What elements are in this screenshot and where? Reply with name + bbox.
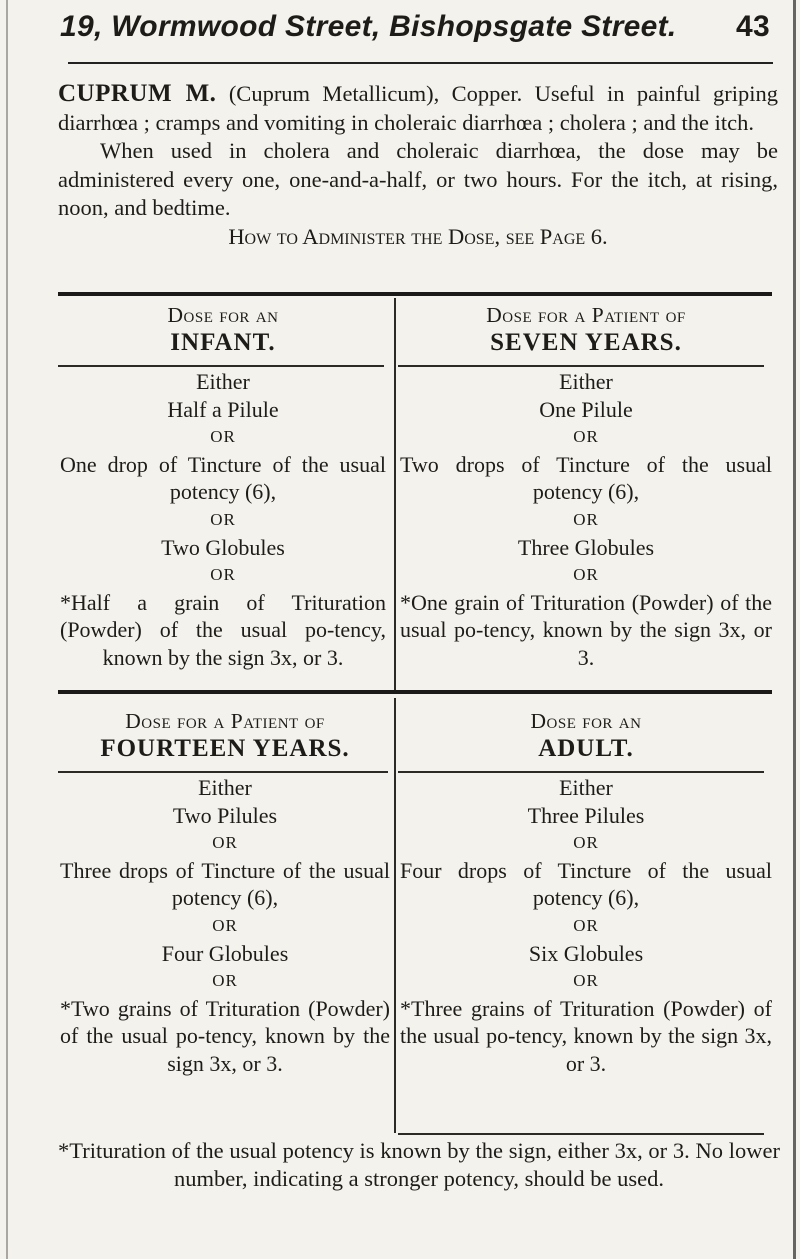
header-rule (68, 62, 773, 64)
how-to-administer: How to Administer the Dose, see Page 6. (228, 223, 608, 249)
dose-option: Four Globules (161, 940, 289, 966)
dose-option: Half a Pilule (167, 396, 279, 422)
dose-or: OR (210, 509, 236, 529)
remedy-full-name: (Cuprum Metallicum), Copper. (228, 81, 523, 106)
dose-option: Two Globules (161, 534, 285, 560)
dose-option: One drop of Tincture of the usual potency (6), (60, 451, 386, 505)
dose-cell-seven-years (400, 303, 772, 672)
page-gutter-line (6, 0, 8, 1259)
dose-either: Either (196, 369, 250, 394)
dose-option: Three drops of Tincture of the usual potency (6), (60, 857, 390, 911)
dose-or: OR (573, 565, 599, 585)
dose-or: OR (210, 565, 236, 585)
dose-option: *Three grains of Trituration (Powder) of the usual po-tency, known by the sign 3x, or 3. (400, 995, 772, 1076)
table-top-rule (58, 292, 772, 296)
dose-or: OR (210, 427, 236, 447)
remedy-name: CUPRUM M. (58, 80, 217, 107)
running-head (60, 10, 770, 54)
remedy-description (58, 80, 778, 251)
dose-cell-fourteen-years (60, 709, 390, 1078)
dose-heading-big: FOURTEEN YEARS. (100, 735, 350, 762)
dose-or: OR (573, 427, 599, 447)
dose-option: *Half a grain of Trituration (Powder) of the usual po-tency, known by the sign 3x, or 3. (60, 589, 386, 670)
page-edge-line (793, 0, 796, 1259)
dose-option: One Pilule (539, 396, 633, 422)
dose-option: Four drops of Tincture of the usual potency (6), (400, 857, 772, 911)
dose-or: OR (573, 971, 599, 991)
dose-heading-small: Dose for an (530, 709, 642, 733)
dose-cell-infant (60, 303, 386, 672)
dose-cell-adult (400, 709, 772, 1078)
table-divider-lower (394, 698, 396, 1133)
dose-or: OR (212, 971, 238, 991)
dose-or: OR (212, 833, 238, 853)
dose-heading-small: Dose for an (167, 303, 279, 327)
dosing-note: When used in cholera and choleraic diarrhœa, the dose may be administered every one, one-and-a-half, or two hours. For the itch, at rising, noon, and bedtime. (58, 138, 778, 220)
table-middle-rule (58, 690, 772, 694)
remedy-uses: Useful in painful griping diarrhœa ; cramps and vomiting in choleraic diarrhœa ; cholera ; and the itch. (58, 81, 778, 135)
dose-heading-small: Dose for a Patient of (486, 303, 686, 327)
dose-either: Either (559, 369, 613, 394)
page-number: 43 (736, 10, 770, 43)
dose-heading-small: Dose for a Patient of (125, 709, 325, 733)
dose-option: Three Pilules (527, 802, 645, 828)
dose-option: Two drops of Tincture of the usual potency (6), (400, 451, 772, 505)
dose-or: OR (573, 833, 599, 853)
trituration-footnote: *Trituration of the usual potency is known by the sign, either 3x, or 3. No lower number, indicating a stronger potency, should be used. (58, 1138, 780, 1191)
dose-heading-big: SEVEN YEARS. (490, 329, 682, 356)
dose-heading-big: ADULT. (538, 735, 634, 762)
dose-option: Three Globules (517, 534, 655, 560)
dose-option: *Two grains of Trituration (Powder) of the usual po-tency, known by the sign 3x, or 3. (60, 995, 390, 1076)
dose-or: OR (573, 509, 599, 529)
dose-heading-big: INFANT. (170, 329, 276, 356)
dose-option: *One grain of Trituration (Powder) of the usual po-tency, known by the sign 3x, or 3. (400, 589, 772, 670)
table-divider-upper (394, 298, 396, 694)
dose-either: Either (559, 775, 613, 800)
table-bottom-rule (398, 1133, 764, 1135)
dose-either: Either (198, 775, 252, 800)
dose-or: OR (573, 915, 599, 935)
running-head-title: 19, Wormwood Street, Bishopsgate Street. (60, 10, 677, 43)
dose-option: Two Pilules (172, 802, 278, 828)
dose-or: OR (212, 915, 238, 935)
dose-option: Six Globules (528, 940, 644, 966)
